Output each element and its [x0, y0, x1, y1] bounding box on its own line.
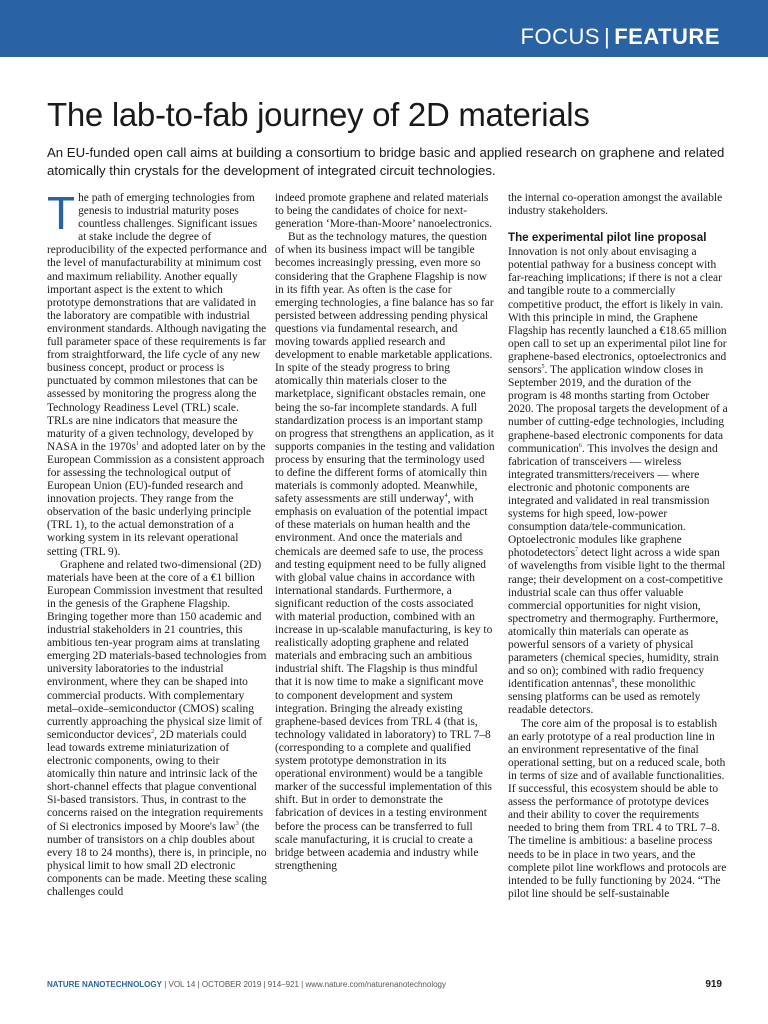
issue-details: | VOL 14 | OCTOBER 2019 | 914–921 | www.nature.com/naturenanotechnology [161, 980, 447, 989]
reference-marker: 3 [235, 820, 239, 827]
paragraph-text: detect light across a wide span of wavelengths from visible light to the thermal range; their development on a cost-competitive industrial scale can thus offer valuable commercial opportunities for night vision, spectrometry and thermography. Furthermore, atomically thin materials can operate as powerful sensors of a variety of physical parameters (chemical species, humidity, strain and so on); combined with radio frequency identification antennas [508, 547, 726, 691]
reference-marker: 7 [575, 547, 579, 554]
text-column-3 [508, 192, 728, 901]
paragraph-text: and adopted later on by the European Commission as a consistent approach for assessing the technological output of European Union (EU)-funded research and innovation projects. They range from the observation of the basic underlying principle (TRL 1), to the actual demonstration of a working system in its relevant operational setting (TRL 9). [47, 440, 266, 558]
article-title: The lab-to-fab journey of 2D materials [47, 96, 590, 133]
drop-cap: T [47, 187, 76, 239]
paragraph-text: (the number of transistors on a chip doubles about every 18 to 24 months), there is, in principle, no physical limit to how small 2D electronic components can be made. Meeting these scaling challenges could [47, 820, 267, 898]
paragraph-text: , these monolithic sensing platforms can be used as remotely readable detectors. [508, 678, 701, 717]
page-footer [47, 980, 722, 994]
paragraph: The core aim of the proposal is to establish an early prototype of a real production line in an environment representative of the final operational setting, but on a reduced scale, both in terms of size and of available functionalities. If successful, this ecosystem should be able to assess the performance of prototype devices and their ability to cover the requirements needed to bring them from TRL 4 to TRL 7–8. The timeline is ambitious: a baseline process needs to be in place in two years, and the complete pilot line workflows and protocols are intended to be fully functioning by 2024. “The pilot line should be self-sustainable [508, 717, 727, 900]
paragraph-text: , 2D materials could lead towards extreme miniaturization of electronic components, owing to their atomically thin nature and intrinsic lack of the short-channel effects that plague conventional Si-based transistors. Thus, in contrast to the concerns raised on the integration requirements of Si electronics imposed by Moore's law [47, 728, 264, 833]
paragraph-text: he path of emerging technologies from genesis to industrial maturity poses countless challenges. Significant issues at stake include the degree of reproducibility of the expected performance and the level of manufacturability at minimum cost and maximum reliability. Another equally important aspect is the extent to which prototype demonstrations that are validated in the laboratory are compatible with industrial environment standards. Although navigating the full parameter space of these requirements is far from straightforward, the life cycle of any new business concept, product or process is punctuated by common milestones that can be assessed by monitoring the progress along the Technology Readiness Level (TRL) scale. TRLs are nine indicators that measure the maturity of a given technology, developed by NASA in the 1970s [47, 192, 267, 453]
paragraph-text: But as the technology matures, the question of when its business impact will be tangible becomes increasingly pressing, even more so considering that the Graphene Flagship is now in its fifth year. As often is the case for emerging technologies, a fine balance has so far persisted between addressing pending physical questions via fundamental research, and moving towards applied research and development to enable marketable applications. In spite of the steady progress to bring atomically thin materials closer to the marketplace, significant obstacles remain, one being the so-far incomplete standards. A full standardization process is an important stamp on progress that strengthens an application, as it supports companies in the testing and validation process by ensuring that the terminology used to define the different forms of atomically thin materials is commonly adopted. Meanwhile, safety assessments are still underway [275, 231, 495, 506]
reference-marker: 5 [541, 364, 545, 371]
paragraph-text: , with emphasis on evaluation of the potential impact of these materials on human health and the environment. And once the materials and chemicals are deemed safe to use, the process and testing equipment need to be fully aligned with global value chains in accordance with international standards. Furthermore, a significant reduction of the costs associated with material production, combined with an increase in up-scalable manufacturing, is key to realistically adopting graphene and related materials and embracing such an ambitious industrial shift. The Flagship is thus mindful that it is now time to make a significant move to component development and system integration. Bringing the already existing graphene-based devices from TRL 4 (that is, technology validated in laboratory) to TRL 7–8 (corresponding to a complete and qualified system prototype demonstration in its operational environment) would be a tangible marker of the successful implementation of this shift. But in order to demonstrate the fabrication of devices in a testing environment before the process can be transferred to full scale manufacturing, it is crucial to create a bridge between academia and industry while strengthening [275, 493, 493, 872]
banner-separator: | [604, 24, 611, 49]
text-column-1 [47, 187, 267, 899]
reference-marker: 8 [611, 678, 615, 685]
reference-marker: 6 [578, 442, 582, 449]
paragraph [508, 246, 728, 717]
paragraph [47, 559, 267, 899]
banner-feature: FEATURE [614, 24, 720, 49]
banner-focus: FOCUS [520, 24, 601, 49]
section-heading: The experimental pilot line proposal [508, 231, 707, 245]
journal-name: NATURE NANOTECHNOLOGY [47, 980, 162, 989]
reference-marker: 4 [444, 493, 448, 500]
reference-marker: 2 [151, 729, 155, 736]
paragraph: indeed promote graphene and related materials to being the candidates of choice for next-generation ‘More-than-Moore’ nanoelectronics. [275, 192, 493, 231]
paragraph-text: Innovation is not only about envisaging a potential pathway for a business concept with far-reaching implications; if there is not a clear and tangible route to a commercially competitive product, the effort is likely in vain. With this principle in mind, the Graphene Flagship has recently launched a €18.65 million open call to set up an experimental pilot line for graphene-based electronics, optoelectronics and sensors [508, 246, 727, 377]
paragraph [47, 187, 267, 559]
paragraph [275, 231, 495, 873]
paragraph: the internal co-operation amongst the available industry stakeholders. [508, 192, 723, 218]
reference-marker: 1 [135, 440, 139, 447]
page-number: 919 [705, 979, 722, 990]
section-banner [0, 0, 768, 57]
paragraph-text: Graphene and related two-dimensional (2D) materials have been at the core of a €1 billion European Commission investment that resulted in the genesis of the Graphene Flagship. Bringing together more than 150 academic and industrial stakeholders in 21 countries, this ambitious ten-year program aims at translating emerging 2D materials-based technologies from university laboratories to the industrial environment, where they can be shaped into commercial products. With complementary metal–oxide–semiconductor (CMOS) scaling currently approaching the physical size limit of semiconductor devices [47, 558, 267, 741]
paragraph-text: . This involves the design and fabrication of transceivers — wireless integrated transmitters/receivers — where electronic and photonic components are integrated and validated in real transmission systems for high speed, low-power consumption data/tele-communication. Optoelectronic modules like graphene photodetectors [508, 442, 718, 560]
text-column-2 [275, 192, 495, 873]
article-standfirst: An EU-funded open call aims at building a consortium to bridge basic and applied research on graphene and related atomically thin crystals for the development of integrated circuit technologies. [47, 145, 725, 178]
paragraph-text: . The application window closes in September 2019, and the duration of the program is 48 months starting from October 2020. The proposal targets the development of a number of cutting-edge technologies, including graphene-based electronic components for data communication [508, 364, 728, 455]
section-label [521, 24, 720, 50]
